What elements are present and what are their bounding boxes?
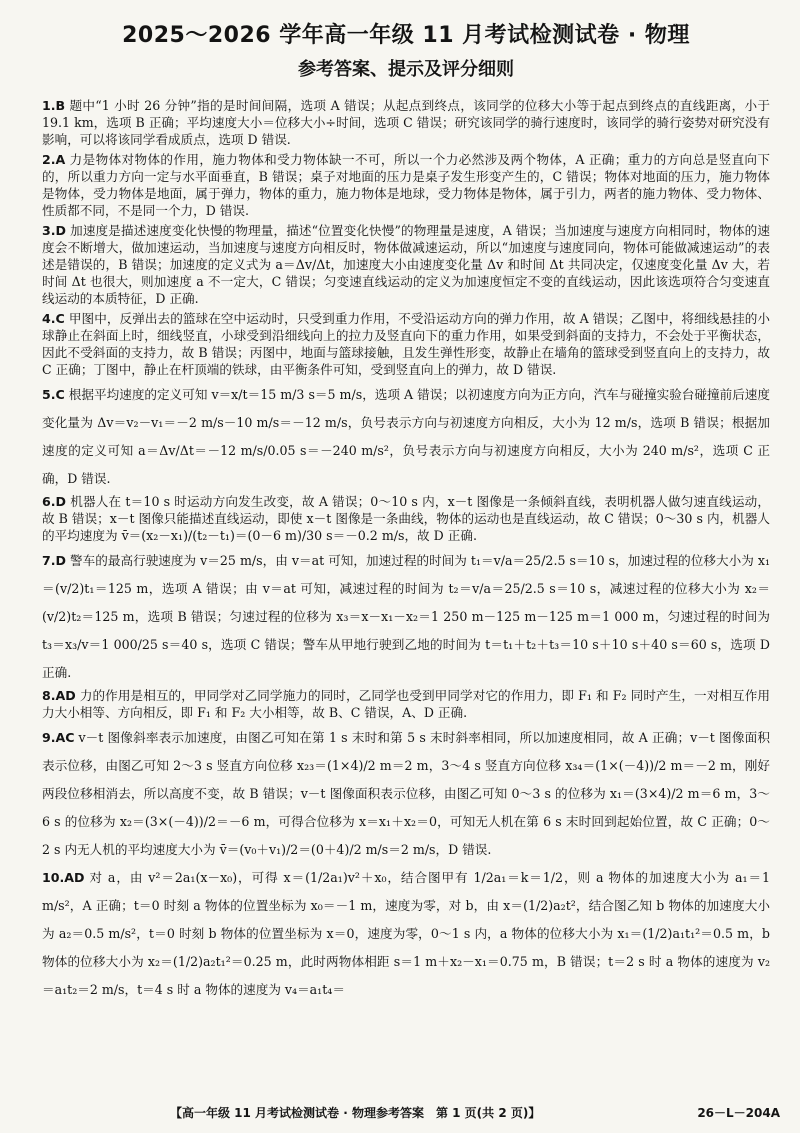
answer-text: 题中“1 小时 26 分钟”指的是时间间隔，选项 A 错误；从起点到终点，该同学的位移大小等于起点到终点的直线距离，小于19.1 km，选项 B 正确；平均速度大小＝位移大小÷时间，选项 C 错误；研究该同学的骑行速度时，该同学的骑行姿势对研究没有影响，可以将该同学看成质点，选项 D 错误. (42, 98, 770, 147)
answer-text: 根据平均速度的定义可知 v＝x/t＝15 m/3 s＝5 m/s，选项 A 错误；以初速度方向为正方向，汽车与碰撞实验台碰撞前后速度变化量为 Δv＝v₂－v₁＝－2 m/s－10 m/s＝－12 m/s，负号表示方向与初速度方向相反，大小为 12 m/s，选项 B 错误；根据加速度的定义可知 a＝Δv/Δt＝－12 m/s/0.05 s＝－240 m/s²，负号表示方向与初速度方向相反，大小为 240 m/s²，选项 C 正确，D 错误. (42, 387, 770, 486)
answer-number: 1.B (42, 98, 66, 113)
footer-code: 26－L－204A (697, 1106, 780, 1120)
answer-item (42, 310, 770, 378)
answer-number: 4.C (42, 311, 65, 326)
answer-number: 5.C (42, 387, 65, 402)
answer-item (42, 547, 770, 687)
answer-number: 9.AC (42, 730, 75, 745)
answer-number: 8.AD (42, 688, 76, 703)
document-subtitle: 参考答案、提示及评分细则 (298, 59, 514, 80)
answer-item (42, 381, 770, 493)
answer-number: 6.D (42, 494, 67, 509)
page-footer (170, 1104, 780, 1121)
answer-item (42, 687, 770, 721)
answer-number: 2.A (42, 152, 66, 167)
answer-number: 10.AD (42, 870, 85, 885)
answer-item (42, 97, 770, 148)
footer-label: 【高一年级 11 月考试检测试卷 · 物理参考答案 第 1 页(共 2 页)】 (170, 1106, 541, 1120)
answer-list (42, 97, 770, 1004)
answer-text: v－t 图像斜率表示加速度，由图乙可知在第 1 s 末时和第 5 s 末时斜率相同，所以加速度相同，故 A 正确；v－t 图像面积表示位移，由图乙可知 2～3 s 竖直方向位移 x₂₃＝(1×4)/2 m＝2 m，3～4 s 竖直方向位移 x₃₄＝(1×(－4))/2 m＝－2 m，刚好两段位移相消去，所以高度不变，故 B 错误；v－t 图像面积表示位移，由图乙可知 0～3 s 的位移为 x₁＝(3×4)/2 m＝6 m，3～6 s 的位移为 x₂＝(3×(－4))/2＝－6 m，可得合位移为 x＝x₁＋x₂＝0，可知无人机在第 6 s 末时回到起始位置，故 C 正确；0～2 s 内无人机的平均速度大小为 v̄＝(v₀＋v₁)/2＝(0＋4)/2 m/s＝2 m/s，D 错误. (42, 730, 770, 857)
answer-item (42, 493, 770, 544)
answer-item (42, 151, 770, 219)
answer-number: 7.D (42, 553, 67, 568)
answer-item (42, 864, 770, 1004)
answer-text: 甲图中，反弹出去的篮球在空中运动时，只受到重力作用，不受沿运动方向的弹力作用，故 A 错误；乙图中，将细线悬挂的小球静止在斜面上时，细线竖直，小球受到沿细线向上的拉力及竖直向下的重力作用，如果受到斜面的支持力，不会处于平衡状态，因此不受斜面的支持力，故 B 错误；丙图中，地面与篮球接触，且发生弹性形变，故静止在墙角的篮球受到竖直向上的支持力，故 C 正确；丁图中，静止在杆顶端的铁球，由平衡条件可知，受到竖直向上的弹力，故 D 错误. (42, 311, 770, 377)
answer-text: 力的作用是相互的，甲同学对乙同学施力的同时，乙同学也受到甲同学对它的作用力，即 F₁ 和 F₂ 同时产生，一对相互作用力大小相等、方向相反，即 F₁ 和 F₂ 大小相等，故 B、C 错误，A、D 正确. (42, 688, 770, 720)
answer-text: 力是物体对物体的作用，施力物体和受力物体缺一不可，所以一个力必然涉及两个物体，A 正确；重力的方向总是竖直向下的，所以重力方向一定与水平面垂直，B 错误；桌子对地面的压力是桌子发生形变产生的，C 错误；物体对地面的压力，施力物体是物体，受力物体是地面，属于弹力，物体的重力，施力物体是地球，受力物体是物体，属于引力，两者的施力物体、受力物体、性质都不同，不是同一个力，D 错误. (42, 152, 770, 218)
answer-text: 加速度是描述速度变化快慢的物理量，描述“位置变化快慢”的物理量是速度，A 错误；当加速度与速度方向相同时，物体的速度会不断增大，做加速运动，当加速度与速度方向相反时，物体做减速运动，所以“加速度与速度同向，物体可能做减速运动”的表述是错误的，B 错误；加速度的定义式为 a＝Δv/Δt，加速度大小由速度变化量 Δv 和时间 Δt 共同决定，仅速度变化量 Δv 大，若时间 Δt 也很大，则加速度 a 不一定大，C 错误；匀变速直线运动的定义为加速度恒定不变的直线运动，因此该选项符合匀变速直线运动的本质特征，D 正确. (42, 223, 770, 306)
answer-text: 警车的最高行驶速度为 v＝25 m/s，由 v＝at 可知，加速过程的时间为 t₁＝v/a＝25/2.5 s＝10 s，加速过程的位移大小为 x₁＝(v/2)t₁＝125 m，选项 A 错误；由 v＝at 可知，减速过程的时间为 t₂＝v/a＝25/2.5 s＝10 s，减速过程的位移大小为 x₂＝(v/2)t₂＝125 m，选项 B 错误；匀速过程的位移为 x₃＝x－x₁－x₂＝1 250 m－125 m－125 m＝1 000 m，匀速过程的时间为 t₃＝x₃/v＝1 000/25 s＝40 s，选项 C 错误；警车从甲地行驶到乙地的时间为 t＝t₁＋t₂＋t₃＝10 s＋10 s＋40 s＝60 s，选项 D 正确. (42, 553, 770, 680)
document-title: 2025～2026 学年高一年级 11 月考试检测试卷 · 物理 (122, 23, 690, 48)
answer-item (42, 724, 770, 864)
answer-text: 对 a，由 v²＝2a₁(x－x₀)，可得 x＝(1/2a₁)v²＋x₀，结合图甲有 1/2a₁＝k＝1/2，则 a 物体的加速度大小为 a₁＝1 m/s²，A 正确；t＝0 时刻 a 物体的位置坐标为 x₀＝－1 m，速度为零，对 b，由 x＝(1/2)a₂t²，结合图乙知 b 物体的加速度大小为 a₂＝0.5 m/s²，t＝0 时刻 b 物体的位置坐标为 x＝0，速度为零，0～1 s 内，a 物体的位移大小为 x₁＝(1/2)a₁t₁²＝0.5 m，b 物体的位移大小为 x₂＝(1/2)a₂t₁²＝0.25 m，此时两物体相距 s＝1 m＋x₂－x₁＝0.75 m，B 错误；t＝2 s 时 a 物体的速度为 v₂＝a₁t₂＝2 m/s，t＝4 s 时 a 物体的速度为 v₄＝a₁t₄＝ (42, 870, 770, 997)
answer-number: 3.D (42, 223, 67, 238)
answer-text: 机器人在 t＝10 s 时运动方向发生改变，故 A 错误；0～10 s 内，x－t 图像是一条倾斜直线，表明机器人做匀速直线运动，故 B 错误；x－t 图像只能描述直线运动，即使 x－t 图像是一条曲线，物体的运动也是直线运动，故 C 错误；0～30 s 内，机器人的平均速度为 v̄＝(x₂－x₁)/(t₂－t₁)＝(0－6 m)/30 s＝－0.2 m/s，故 D 正确. (42, 494, 770, 543)
answer-item (42, 222, 770, 307)
